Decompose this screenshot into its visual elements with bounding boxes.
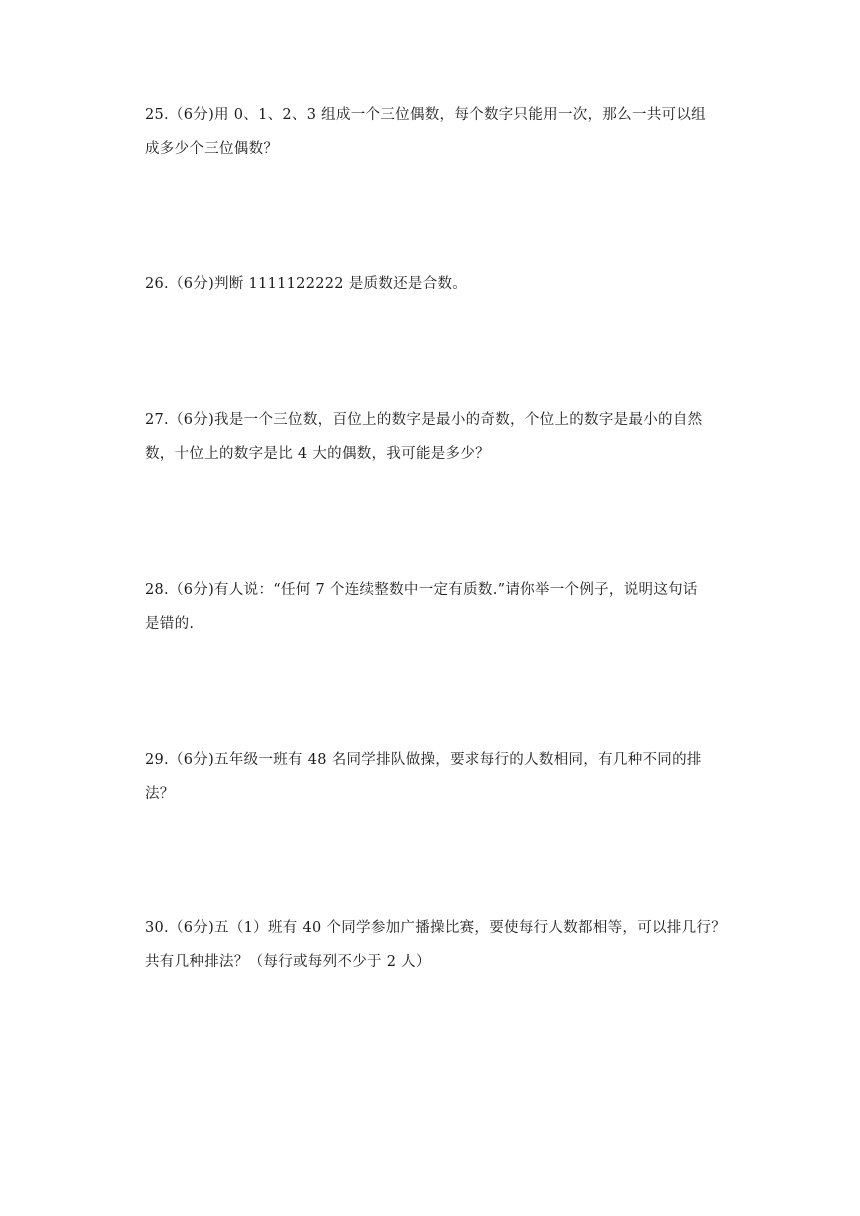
question-25-line-2: 成多少个三位偶数？ [145, 141, 279, 157]
question-30-line-2: 共有几种排法？（每行或每列不少于 2 人） [145, 954, 431, 970]
question-30-line-1: 30.（6分)五（1）班有 40 个同学参加广播操比赛，要使每行人数都相等，可以排几行？ [145, 920, 727, 936]
question-28 [145, 573, 725, 641]
question-26 [145, 267, 725, 301]
question-27 [145, 403, 725, 471]
question-29-line-2: 法？ [145, 786, 175, 802]
question-30 [145, 911, 725, 979]
question-29 [145, 743, 725, 811]
question-25 [145, 98, 725, 166]
question-26-line-1: 26.（6分)判断 1111122222 是质数还是合数。 [145, 276, 468, 292]
question-27-line-1: 27.（6分)我是一个三位数，百位上的数字是最小的奇数，个位上的数字是最小的自然 [145, 412, 703, 428]
question-28-line-1: 28.（6分)有人说：“任何 7 个连续整数中一定有质数.”请你举一个例子，说明这句话 [145, 582, 698, 598]
question-29-line-1: 29.（6分)五年级一班有 48 名同学排队做操，要求每行的人数相同，有几种不同的排 [145, 752, 702, 768]
question-27-line-2: 数，十位上的数字是比 4 大的偶数，我可能是多少？ [145, 446, 490, 462]
question-28-line-2: 是错的. [145, 616, 195, 632]
question-25-line-1: 25.（6分)用 0、1、2、3 组成一个三位偶数，每个数字只能用一次，那么一共可以组 [145, 107, 706, 123]
